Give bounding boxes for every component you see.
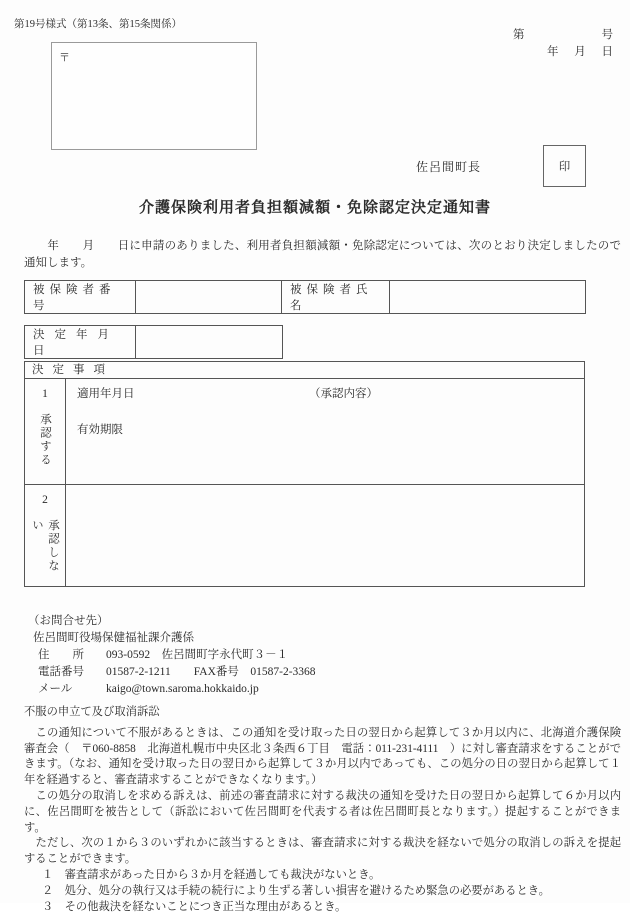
insured-name-value (390, 281, 586, 314)
table-row (25, 281, 586, 314)
seal-box (543, 145, 586, 187)
decision-date-value (136, 326, 283, 359)
page-title: 介護保険利用者負担額減額・免除認定決定通知書 (138, 200, 491, 216)
list-item: ３ その他裁決を経ないことにつき正当な理由があるとき。 (42, 900, 347, 913)
decision-matters-table (24, 361, 585, 587)
recipient-address-box (51, 42, 257, 150)
table-row (25, 326, 283, 359)
reject-vertical-label: 承認しない (31, 519, 59, 573)
list-item: １ 審査請求があった日から３か月を経過しても裁決がないとき。 (42, 868, 381, 881)
appeal-paragraph-3: ただし、次の１から３のいずれかに該当するときは、審査請求に対する裁決を経ないで処分の取消しの訴えを提起することができます。 (24, 837, 621, 866)
approve-content-line1 (77, 385, 573, 401)
contact-phone-label: 電話番号 (38, 666, 84, 678)
approve-row-label-cell (25, 379, 66, 484)
doc-number-prefix: 第 (513, 29, 525, 41)
applicable-date-label: 適用年月日 (77, 388, 135, 400)
contact-address-row (24, 647, 621, 664)
postal-mark-symbol: 〒 (59, 52, 70, 64)
document-number-block (513, 27, 613, 60)
mayor-name: 佐呂間町長 (416, 160, 482, 174)
appeal-heading: 不服の申立て及び取消訴訟 (24, 706, 160, 718)
reject-row-number: 2 (42, 494, 48, 506)
intro-paragraph: 年 月 日に申請のありました、利用者負担額減額・免除認定については、次のとおり決定しましたので通知します。 (24, 240, 621, 269)
date-day-label: 日 (601, 46, 613, 58)
date-month-label: 月 (574, 46, 586, 58)
list-item: ２ 処分、処分の執行又は手続の続行により生ずる著しい損害を避けるため緊急の必要があるとき。 (42, 884, 550, 897)
decision-date-label: 決定年月日 (25, 326, 136, 359)
insured-name-label: 被保険者氏名 (282, 281, 390, 314)
doc-number-suffix: 号 (601, 29, 613, 41)
reject-row-content (66, 485, 584, 586)
contact-address-value: 093-0592 佐呂間町字永代町３－１ (106, 649, 289, 661)
approval-content-label: （承認内容） (309, 388, 378, 400)
reject-row-label-cell (25, 485, 66, 586)
contact-info-block (24, 613, 621, 698)
document-number-line (513, 27, 613, 43)
insured-person-table (24, 280, 586, 314)
document-body (24, 238, 621, 915)
insured-number-label: 被保険者番号 (25, 281, 136, 314)
approve-row-content (66, 379, 584, 484)
contact-address-label: 住 所 (38, 649, 84, 661)
appeal-section (24, 705, 621, 915)
contact-email-row (24, 681, 621, 698)
approve-row-number: 1 (42, 388, 48, 400)
decision-matters-header: 決定事項 (25, 362, 584, 379)
appeal-conditions-list (24, 868, 621, 915)
expiry-label: 有効期限 (77, 424, 123, 436)
appeal-paragraph-1: この通知について不服があるときは、この通知を受け取った日の翌日から起算して３か月以内に、北海道介護保険審査会（ 〒060-8858 北海道札幌市中央区北３条西６丁目 電話：011-231-4111 ）に対し審査請求をすることができます。（なお、通知を受け取った日の翌日から起算して３か月以内であっても、この処分の日の翌日から起算して１年を経過すると、審査請求することができなくなります。） (24, 726, 621, 787)
approve-vertical-label: 承認する (39, 413, 51, 467)
contact-organization: 佐呂間町役場保健福祉課介護係 (33, 632, 194, 644)
contact-phone-row (24, 664, 621, 681)
contact-heading: （お問合せ先） (28, 615, 109, 627)
contact-phone-value: 01587-2-1211 FAX番号 01587-2-3368 (106, 666, 316, 678)
date-year-label: 年 (547, 46, 559, 58)
decision-date-table (24, 325, 283, 359)
insured-number-value (136, 281, 282, 314)
contact-email-value: kaigo@town.saroma.hokkaido.jp (106, 683, 259, 695)
appeal-paragraph-2: この処分の取消しを求める訴えは、前述の審査請求に対する裁決の通知を受けた日の翌日から起算して６か月以内に、佐呂間町を被告として（訴訟において佐呂間町を代表する者は佐呂間町長となります。）提起することができます。 (24, 789, 621, 834)
approve-row (25, 379, 584, 484)
contact-email-label: メール (38, 683, 73, 695)
reject-row (25, 484, 584, 586)
document-date-line (547, 44, 613, 60)
form-number: 第19号様式（第13条、第15条関係） (14, 19, 182, 30)
seal-label: 印 (558, 161, 571, 173)
